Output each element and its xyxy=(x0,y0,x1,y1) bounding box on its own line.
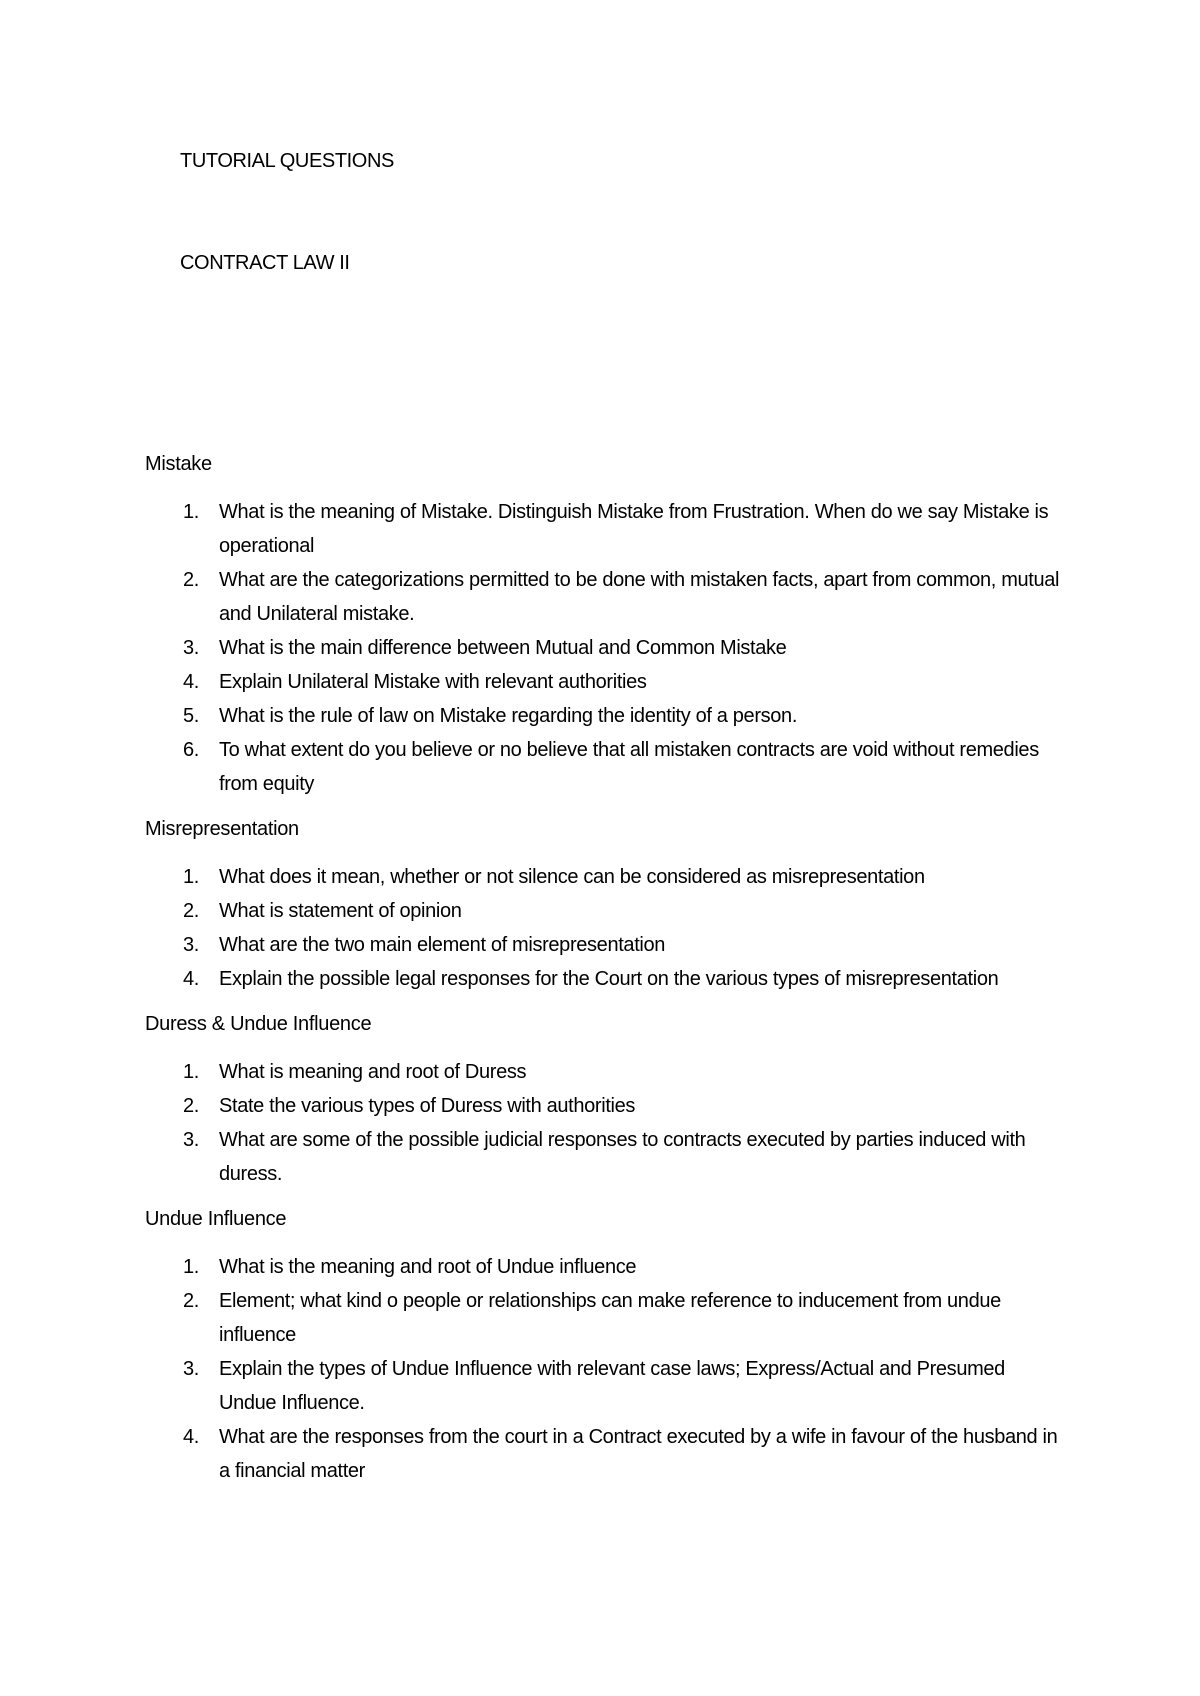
question-text: What is the main difference between Mutual and Common Mistake xyxy=(219,637,787,659)
question-item xyxy=(145,1055,1065,1089)
question-number: 4. xyxy=(183,1426,199,1448)
question-number: 1. xyxy=(183,1256,199,1278)
question-text: What is the rule of law on Mistake regarding the identity of a person. xyxy=(219,705,798,727)
question-item xyxy=(145,928,1065,962)
question-number: 1. xyxy=(183,866,199,888)
section-duress xyxy=(145,1010,1065,1191)
question-item xyxy=(145,962,1065,996)
question-item xyxy=(145,1284,1065,1352)
question-number: 4. xyxy=(183,968,199,990)
document-title: TUTORIAL QUESTIONS xyxy=(180,150,394,172)
question-item xyxy=(145,495,1065,563)
question-text: Explain the possible legal responses for the Court on the various types of misrepresentation xyxy=(219,968,999,990)
question-text: State the various types of Duress with authorities xyxy=(219,1095,636,1117)
question-number: 2. xyxy=(183,900,199,922)
question-text: What is statement of opinion xyxy=(219,900,462,922)
question-item xyxy=(145,665,1065,699)
question-text: What does it mean, whether or not silence can be considered as misrepresentation xyxy=(219,866,925,888)
question-item xyxy=(145,563,1065,631)
question-number: 5. xyxy=(183,705,199,727)
question-number: 6. xyxy=(183,739,199,761)
question-item xyxy=(145,1420,1065,1488)
question-item xyxy=(145,894,1065,928)
document-subtitle: CONTRACT LAW II xyxy=(180,252,350,274)
question-text: What is the meaning and root of Undue influence xyxy=(219,1256,637,1278)
question-text: Element; what kind o people or relationships can make reference to inducement from undue influence xyxy=(219,1290,1001,1346)
question-number: 3. xyxy=(183,1358,199,1380)
question-item xyxy=(145,733,1065,801)
question-text: What are the two main element of misrepresentation xyxy=(219,934,666,956)
question-number: 2. xyxy=(183,1290,199,1312)
section-misrepresentation xyxy=(145,815,1065,996)
question-item xyxy=(145,1250,1065,1284)
question-text: Explain the types of Undue Influence with relevant case laws; Express/Actual and Presumed Undue Influence. xyxy=(219,1358,1005,1414)
section-heading: Mistake xyxy=(145,453,212,475)
question-list xyxy=(145,1250,1065,1488)
question-text: To what extent do you believe or no believe that all mistaken contracts are void without remedies from equity xyxy=(219,739,1039,795)
question-item xyxy=(145,631,1065,665)
question-number: 3. xyxy=(183,934,199,956)
section-mistake xyxy=(145,450,1065,801)
section-undue-influence xyxy=(145,1205,1065,1488)
question-number: 4. xyxy=(183,671,199,693)
section-heading: Duress & Undue Influence xyxy=(145,1013,372,1035)
question-item xyxy=(145,699,1065,733)
question-item xyxy=(145,1352,1065,1420)
question-item xyxy=(145,860,1065,894)
section-heading: Misrepresentation xyxy=(145,818,299,840)
question-number: 1. xyxy=(183,501,199,523)
question-text: Explain Unilateral Mistake with relevant authorities xyxy=(219,671,647,693)
question-text: What are the categorizations permitted to be done with mistaken facts, apart from common, mutual and Unilateral mistake. xyxy=(219,569,1060,625)
question-number: 1. xyxy=(183,1061,199,1083)
question-list xyxy=(145,495,1065,801)
section-heading: Undue Influence xyxy=(145,1208,287,1230)
question-text: What is the meaning of Mistake. Distinguish Mistake from Frustration. When do we say Mistake is operational xyxy=(219,501,1049,557)
question-item xyxy=(145,1089,1065,1123)
question-list xyxy=(145,1055,1065,1191)
question-number: 2. xyxy=(183,569,199,591)
question-number: 3. xyxy=(183,637,199,659)
document-body xyxy=(145,450,1065,1502)
question-list xyxy=(145,860,1065,996)
question-text: What are the responses from the court in a Contract executed by a wife in favour of the husband in a financial matter xyxy=(219,1426,1058,1482)
question-number: 3. xyxy=(183,1129,199,1151)
question-text: What is meaning and root of Duress xyxy=(219,1061,527,1083)
question-item xyxy=(145,1123,1065,1191)
question-number: 2. xyxy=(183,1095,199,1117)
question-text: What are some of the possible judicial responses to contracts executed by parties induced with duress. xyxy=(219,1129,1026,1185)
